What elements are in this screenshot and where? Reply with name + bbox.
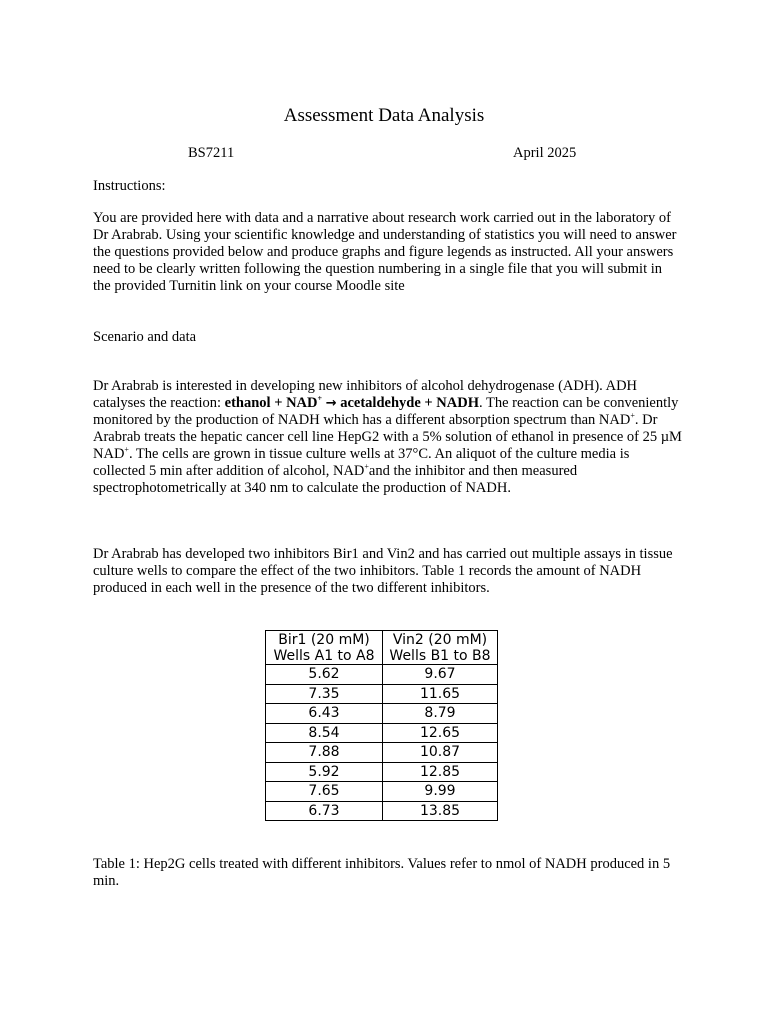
table-cell-bir1: 7.88 — [266, 743, 383, 763]
table-cell-vin2: 10.87 — [383, 743, 498, 763]
scenario-paragraph-1 — [93, 378, 683, 497]
instructions-heading: Instructions: — [93, 178, 166, 194]
table-cell-vin2: 9.67 — [383, 665, 498, 685]
table-cell-bir1: 8.54 — [266, 723, 383, 743]
reaction-equation — [225, 395, 479, 411]
table-caption: Table 1: Hep2G cells treated with different inhibitors. Values refer to nmol of NADH produced in 5 min. — [93, 856, 671, 889]
plus-superscript: + — [630, 411, 635, 421]
table-cell-bir1: 7.35 — [266, 684, 383, 704]
table-row — [266, 782, 498, 802]
column-header-vin2: Vin2 (20 mM) Wells B1 to B8 — [383, 631, 498, 665]
reaction-right: acetaldehyde + NADH — [340, 395, 479, 411]
instructions-text: You are provided here with data and a narrative about research work carried out in the laboratory of Dr Arabrab. Using your scientific knowledge and understanding of statistics you will need to answer the questions provided below and produce graphs and figure legends as instructed. All your answers need to be clearly written following the question numbering in a single file that you will submit in the provided Turnitin link on your course Moodle site — [93, 210, 677, 294]
scenario-text-part5: and the inhibitor and then measured spectrophotometrically at 340 nm to calculate the production of NADH. — [93, 463, 578, 496]
scenario-paragraph-2: Dr Arabrab has developed two inhibitors Bir1 and Vin2 and has carried out multiple assays in tissue culture wells to compare the effect of the two inhibitors. Table 1 records the amount of NADH produced in each well in the presence of the two different inhibitors. — [93, 546, 673, 596]
table-cell-vin2: 12.65 — [383, 723, 498, 743]
scenario-text-part2: . The reaction can be conveniently monitored by the production of NADH which has a different absorption spectrum than NAD — [93, 395, 679, 428]
table-cell-bir1: 5.62 — [266, 665, 383, 685]
plus-superscript: + — [364, 462, 369, 472]
table-row — [266, 801, 498, 821]
document-title: Assessment Data Analysis — [283, 105, 485, 126]
table-row — [266, 684, 498, 704]
table-row — [266, 762, 498, 782]
scenario-heading: Scenario and data — [93, 329, 197, 345]
table-cell-bir1: 6.73 — [266, 801, 383, 821]
table-cell-vin2: 13.85 — [383, 801, 498, 821]
table-cell-bir1: 6.43 — [266, 704, 383, 724]
document-date: April 2025 — [513, 145, 577, 161]
table-row — [266, 704, 498, 724]
table-cell-vin2: 8.79 — [383, 704, 498, 724]
course-code: BS7211 — [188, 145, 235, 161]
data-table — [265, 630, 498, 821]
plus-superscript: + — [317, 394, 323, 404]
column-header-bir1: Bir1 (20 mM) Wells A1 to A8 — [266, 631, 383, 665]
reaction-left: ethanol + NAD — [224, 395, 318, 411]
scenario-text-part3: . Dr Arabrab treats the hepatic cancer cell line HepG2 with a 5% solution of ethanol in presence of 25 µM NAD — [93, 412, 682, 462]
scenario-text-part1: Dr Arabrab is interested in developing new inhibitors of alcohol dehydrogenase (ADH). ADH catalyses the reaction: — [93, 378, 638, 411]
reaction-arrow-icon: → — [325, 396, 337, 411]
table-row — [266, 665, 498, 685]
table-row — [266, 723, 498, 743]
table-cell-bir1: 5.92 — [266, 762, 383, 782]
table-cell-vin2: 11.65 — [383, 684, 498, 704]
table-row — [266, 743, 498, 763]
table-cell-bir1: 7.65 — [266, 782, 383, 802]
table-cell-vin2: 9.99 — [383, 782, 498, 802]
table-cell-vin2: 12.85 — [383, 762, 498, 782]
plus-superscript: + — [124, 445, 129, 455]
table-header-row — [266, 631, 498, 665]
scenario-text-part4: . The cells are grown in tissue culture wells at 37°C. An aliquot of the culture media is collected 5 min after addition of alcohol, NAD — [93, 446, 630, 479]
